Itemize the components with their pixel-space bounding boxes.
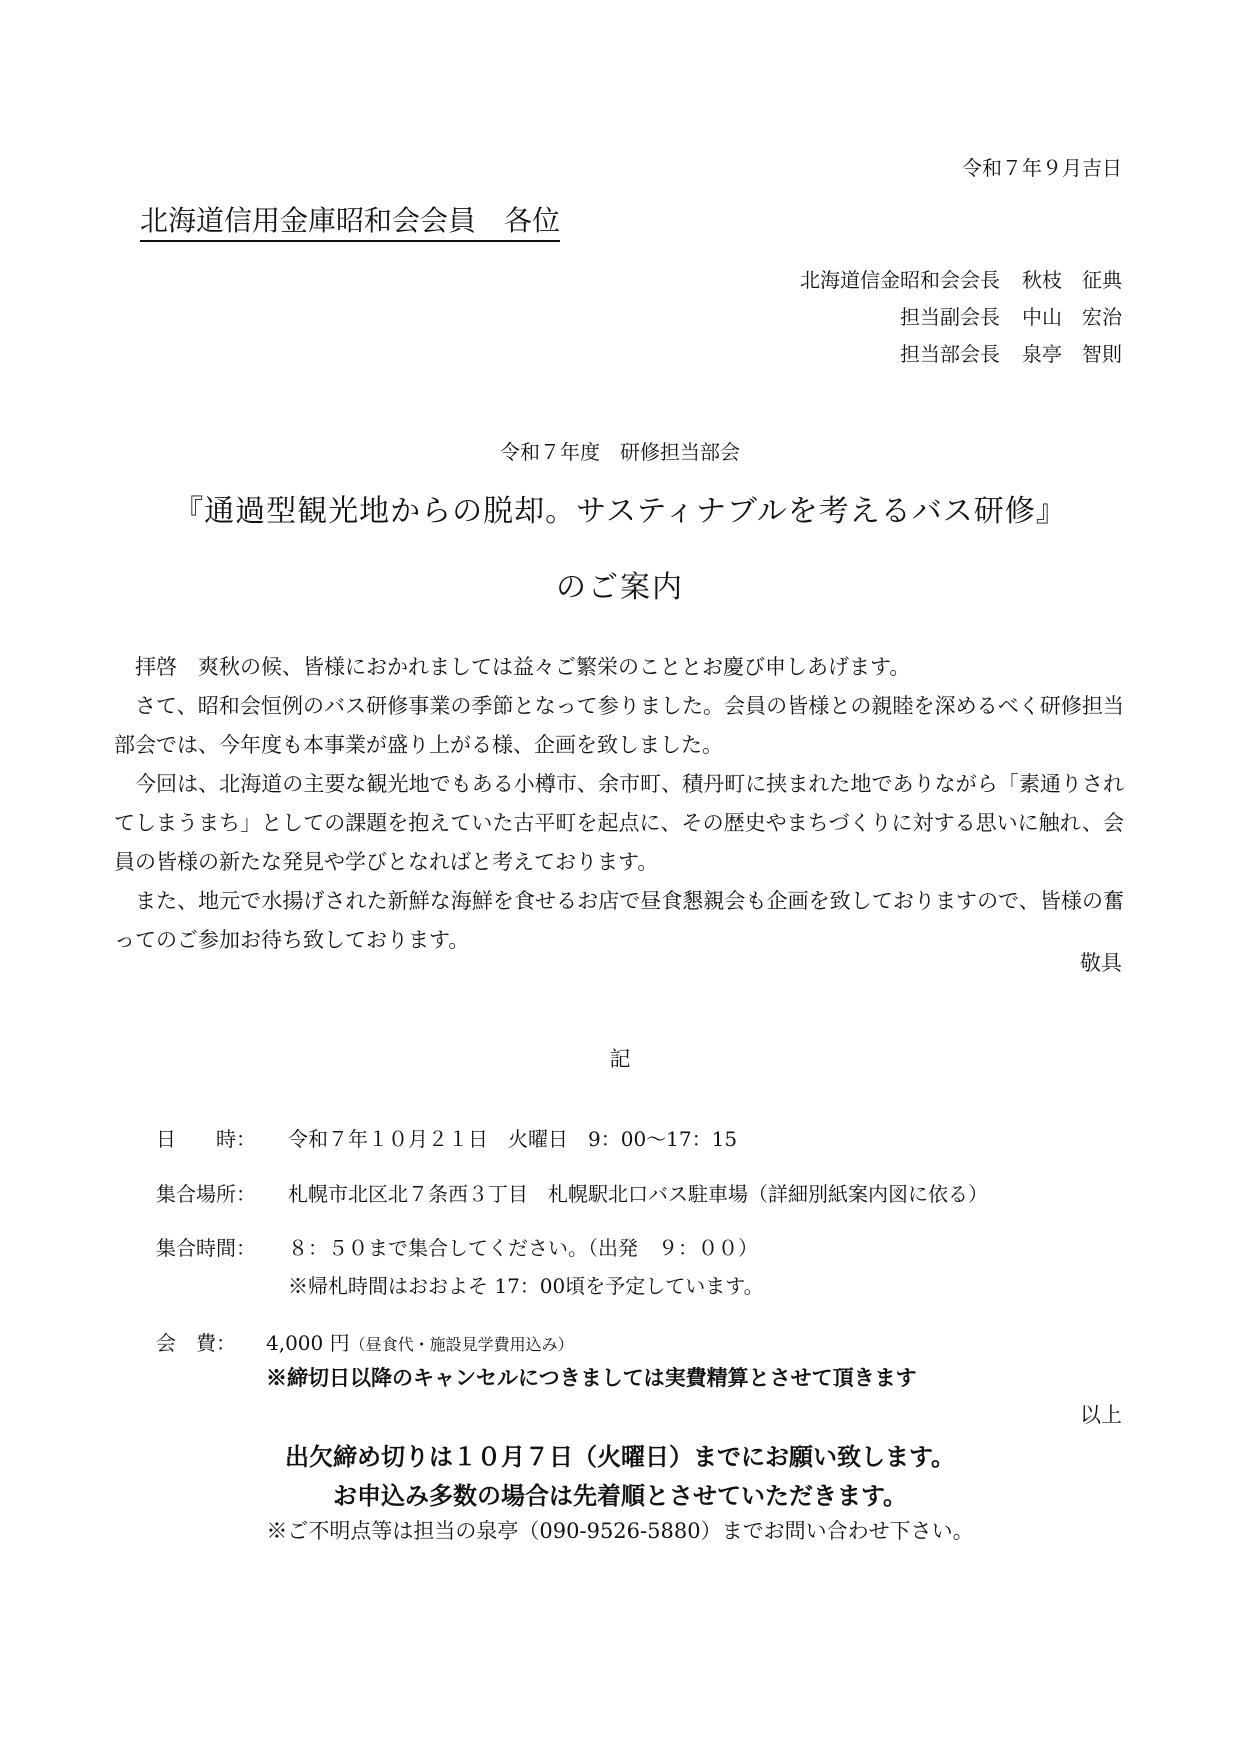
sender-committee-head xyxy=(900,341,1122,367)
closing-keigu: 敬具 xyxy=(1080,951,1122,975)
fee-amount: 4,000 円 xyxy=(266,1331,350,1355)
datetime-label: 日 時： xyxy=(156,1127,256,1151)
fee-label: 会 費： xyxy=(156,1331,236,1355)
time-value: ８：５０まで集合してください。（出発 ９：００） xyxy=(288,1236,758,1260)
document-title-suffix: のご案内 xyxy=(556,570,684,605)
details-heading: 記 xyxy=(609,1047,631,1071)
return-time-note: ※帰札時間はおおよそ 17：00頃を予定しています。 xyxy=(288,1274,764,1298)
paragraph-lunch: また、地元で水揚げされた新鮮な海鮮を食せるお店で昼食懇親会も企画を致しておりますので、皆様の奮ってのご参加お待ち致しております。 xyxy=(114,889,1124,952)
sender-title: 担当部会長 xyxy=(900,342,1000,366)
rsvp-deadline: 出欠締め切りは１０月７日（火曜日）までにお願い致します。 xyxy=(284,1442,956,1471)
time-label: 集合時間： xyxy=(156,1236,256,1260)
sender-name: 中山 宏治 xyxy=(1022,305,1122,329)
sender-name: 秋枝 征典 xyxy=(1022,268,1122,292)
sender-vice-chairman xyxy=(900,304,1122,330)
place-value: 札幌市北区北７条西３丁目 札幌駅北口バス駐車場（詳細別紙案内図に依る） xyxy=(288,1182,988,1206)
fee-note: （昼食代・施設見学費用込み） xyxy=(349,1335,574,1354)
paragraph-greeting: 拝啓 爽秋の候、皆様におかれましては益々ご繁栄のこととお慶び申しあげます。 xyxy=(135,655,911,679)
letter-body xyxy=(114,648,1124,960)
fee-value xyxy=(266,1327,574,1356)
datetime-value: 令和７年１０月２１日 火曜日 9：00～17：15 xyxy=(288,1127,738,1151)
document-date: 令和７年９月吉日 xyxy=(962,156,1122,180)
contact-note: ※ご不明点等は担当の泉亭（090-9526-5880）までお問い合わせ下さい。 xyxy=(266,1519,974,1543)
sender-chairman xyxy=(800,267,1122,293)
sender-title: 担当副会長 xyxy=(900,305,1000,329)
end-mark: 以上 xyxy=(1080,1403,1122,1427)
sender-name: 泉亭 智則 xyxy=(1022,342,1122,366)
document-subtitle: 令和７年度 研修担当部会 xyxy=(500,440,740,464)
cancellation-note: ※締切日以降のキャンセルにつきましては実費精算とさせて頂きます xyxy=(266,1365,917,1390)
paragraph-intro: さて、昭和会恒例のバス研修事業の季節となって参りました。会員の皆様との親睦を深めるべく研修担当部会では、今年度も本事業が盛り上がる様、企画を致しました。 xyxy=(114,694,1124,757)
sender-title: 北海道信金昭和会会長 xyxy=(800,268,1000,292)
recipient-heading: 北海道信用金庫昭和会会員 各位 xyxy=(140,204,560,242)
place-label: 集合場所： xyxy=(156,1182,256,1206)
document-title: 『通過型観光地からの脱却。サスティナブルを考えるバス研修』 xyxy=(173,494,1067,529)
first-come-note: お申込み多数の場合は先着順とさせていただきます。 xyxy=(332,1481,908,1510)
paragraph-purpose: 今回は、北海道の主要な観光地でもある小樽市、余市町、積丹町に挟まれた地でありながら「素通りされてしまうまち」としての課題を抱えていた古平町を起点に、その歴史やまちづくりに対する思いに触れ、会員の皆様の新たな発見や学びとなればと考えております。 xyxy=(114,772,1124,874)
